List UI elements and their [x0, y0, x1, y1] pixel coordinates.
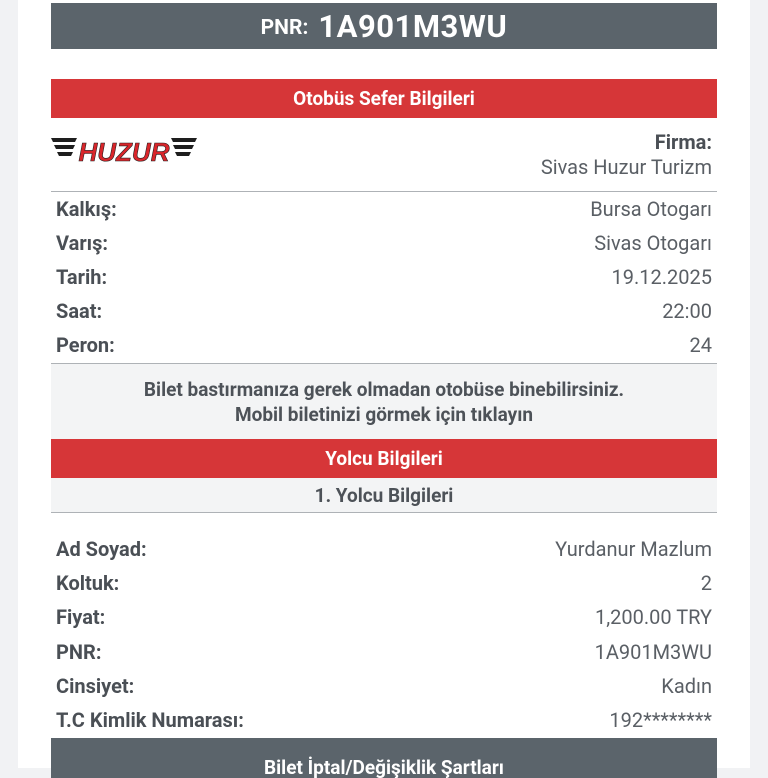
row-value: 22:00: [662, 299, 712, 323]
row-koltuk: [56, 568, 712, 598]
row-peron: [56, 330, 712, 360]
row-label: T.C Kimlik Numarası:: [56, 708, 244, 732]
huzur-logo: [51, 132, 197, 172]
row-label: Varış:: [56, 231, 109, 255]
trip-section-header: Otobüs Sefer Bilgileri: [51, 79, 717, 118]
pnr-header: [51, 3, 717, 49]
row-tarih: [56, 262, 712, 292]
row-value: 1,200.00 TRY: [594, 605, 712, 629]
row-value: 19.12.2025: [611, 265, 712, 289]
row-tc-kimlik: [56, 705, 712, 735]
divider: [51, 191, 717, 192]
mobile-notice-line2[interactable]: Mobil biletinizi görmek için tıklayın: [234, 402, 534, 426]
row-cinsiyet: [56, 671, 712, 701]
row-value: 24: [689, 333, 712, 357]
pnr-code: 1A901M3WU: [318, 7, 508, 45]
firma-label: Firma:: [654, 130, 712, 154]
row-value: Bursa Otogarı: [590, 197, 712, 221]
row-label: Peron:: [56, 333, 115, 357]
divider: [51, 512, 717, 513]
row-label: Fiyat:: [56, 605, 106, 629]
mobile-ticket-link[interactable]: [51, 364, 717, 439]
row-value: 192********: [609, 708, 712, 732]
row-label: Kalkış:: [56, 197, 117, 221]
row-kalkis: [56, 194, 712, 224]
row-ad-soyad: [56, 534, 712, 564]
passenger-section-header: Yolcu Bilgileri: [51, 439, 717, 478]
row-label: Koltuk:: [56, 571, 120, 595]
pnr-label: PNR:: [260, 16, 309, 40]
row-value: Yurdanur Mazlum: [555, 537, 712, 561]
row-saat: [56, 296, 712, 326]
cancellation-terms-title: Bilet İptal/Değişiklik Şartları: [264, 756, 504, 778]
row-label: Ad Soyad:: [56, 537, 147, 561]
mobile-notice-line1: Bilet bastırmanıza gerek olmadan otobüse binebilirsiniz.: [143, 377, 625, 401]
row-label: Cinsiyet:: [56, 674, 135, 698]
row-fiyat: [56, 602, 712, 632]
row-varis: [56, 228, 712, 258]
firma-value: Sivas Huzur Turizm: [540, 155, 712, 179]
row-value: Sivas Otogarı: [594, 231, 712, 255]
row-value: Kadın: [661, 674, 712, 698]
cancellation-terms-header[interactable]: [51, 738, 717, 778]
row-value: 1A901M3WU: [594, 640, 712, 664]
logo-wordmark: HUZUR: [78, 137, 170, 167]
passenger-subtitle: 1. Yolcu Bilgileri: [51, 478, 717, 512]
row-label: Tarih:: [56, 265, 108, 289]
row-value: 2: [700, 571, 712, 595]
row-label: Saat:: [56, 299, 103, 323]
row-label: PNR:: [56, 640, 102, 664]
row-pnr: [56, 637, 712, 667]
